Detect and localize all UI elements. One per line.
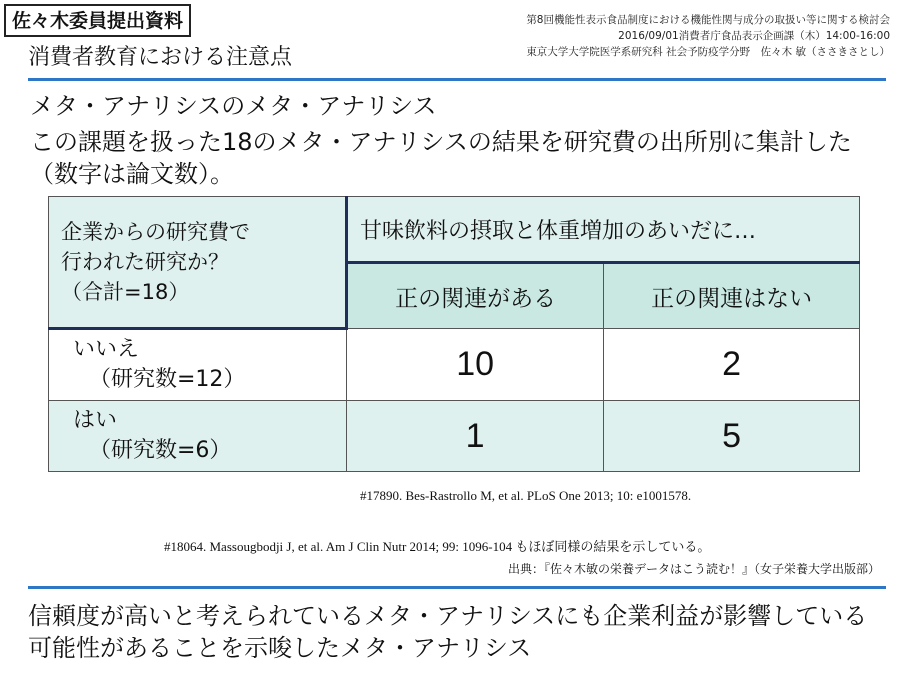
meeting-info xyxy=(526,12,890,60)
citation-secondary: #18064. Massougbodji J, et al. Am J Clin Nutr 2014; 99: 1096-104 もほぼ同様の結果を示している。 xyxy=(164,539,711,554)
table-row xyxy=(49,401,860,472)
cell-value: 1 xyxy=(347,401,604,472)
slide-title: 消費者教育における注意点 xyxy=(28,45,293,70)
cell-value: 2 xyxy=(604,329,860,401)
bottom-divider xyxy=(28,586,886,589)
presenter-affiliation: 東京大学大学院医学系研究科 社会予防疫学分野 佐々木 敏（ささきさとし） xyxy=(526,46,890,58)
header-question-line2: 行われた研究か？ xyxy=(61,250,229,274)
header-question-line3: （合計=18） xyxy=(61,280,190,304)
table-header-span: 甘味飲料の摂取と体重増加のあいだに… xyxy=(347,197,860,263)
results-table xyxy=(48,196,860,472)
table-row xyxy=(49,329,860,401)
source-note: 出典：『佐々木敏の栄養データはこう読む！』（女子栄養大学出版部） xyxy=(507,562,880,576)
row-sublabel: （研究数=6） xyxy=(89,438,232,463)
column-no-positive: 正の関連はない xyxy=(604,263,860,329)
citation-primary: #17890. Bes-Rastrollo M, et al. PLoS One 2013; 10: e1001578. xyxy=(360,488,692,503)
cell-value: 10 xyxy=(347,329,604,401)
row-label-yes xyxy=(49,401,347,472)
meeting-date: 2016/09/01消費者庁食品表示企画課（木）14:00-16:00 xyxy=(618,30,890,42)
conclusion-text: 信頼度が高いと考えられているメタ・アナリシスにも企業利益が影響している可能性があることを示唆したメタ・アナリシス xyxy=(28,602,868,662)
row-label: はい xyxy=(73,408,118,433)
row-label: いいえ xyxy=(73,337,140,362)
intro-text: この課題を扱った18のメタ・アナリシスの結果を研究費の出所別に集計した（数字は論文数）。 xyxy=(30,128,852,188)
cell-value: 5 xyxy=(604,401,860,472)
table-header-question xyxy=(49,197,347,329)
top-divider xyxy=(28,78,886,81)
meeting-name: 第8回機能性表示食品制度における機能性関与成分の取扱い等に関する検討会 xyxy=(526,14,890,26)
column-positive: 正の関連がある xyxy=(347,263,604,329)
section-heading: メタ・アナリシスのメタ・アナリシス xyxy=(30,92,437,120)
header-question-line1: 企業からの研究費で xyxy=(61,220,250,244)
row-sublabel: （研究数=12） xyxy=(89,367,246,392)
row-label-no xyxy=(49,329,347,401)
presenter-badge: 佐々木委員提出資料 xyxy=(4,4,191,37)
